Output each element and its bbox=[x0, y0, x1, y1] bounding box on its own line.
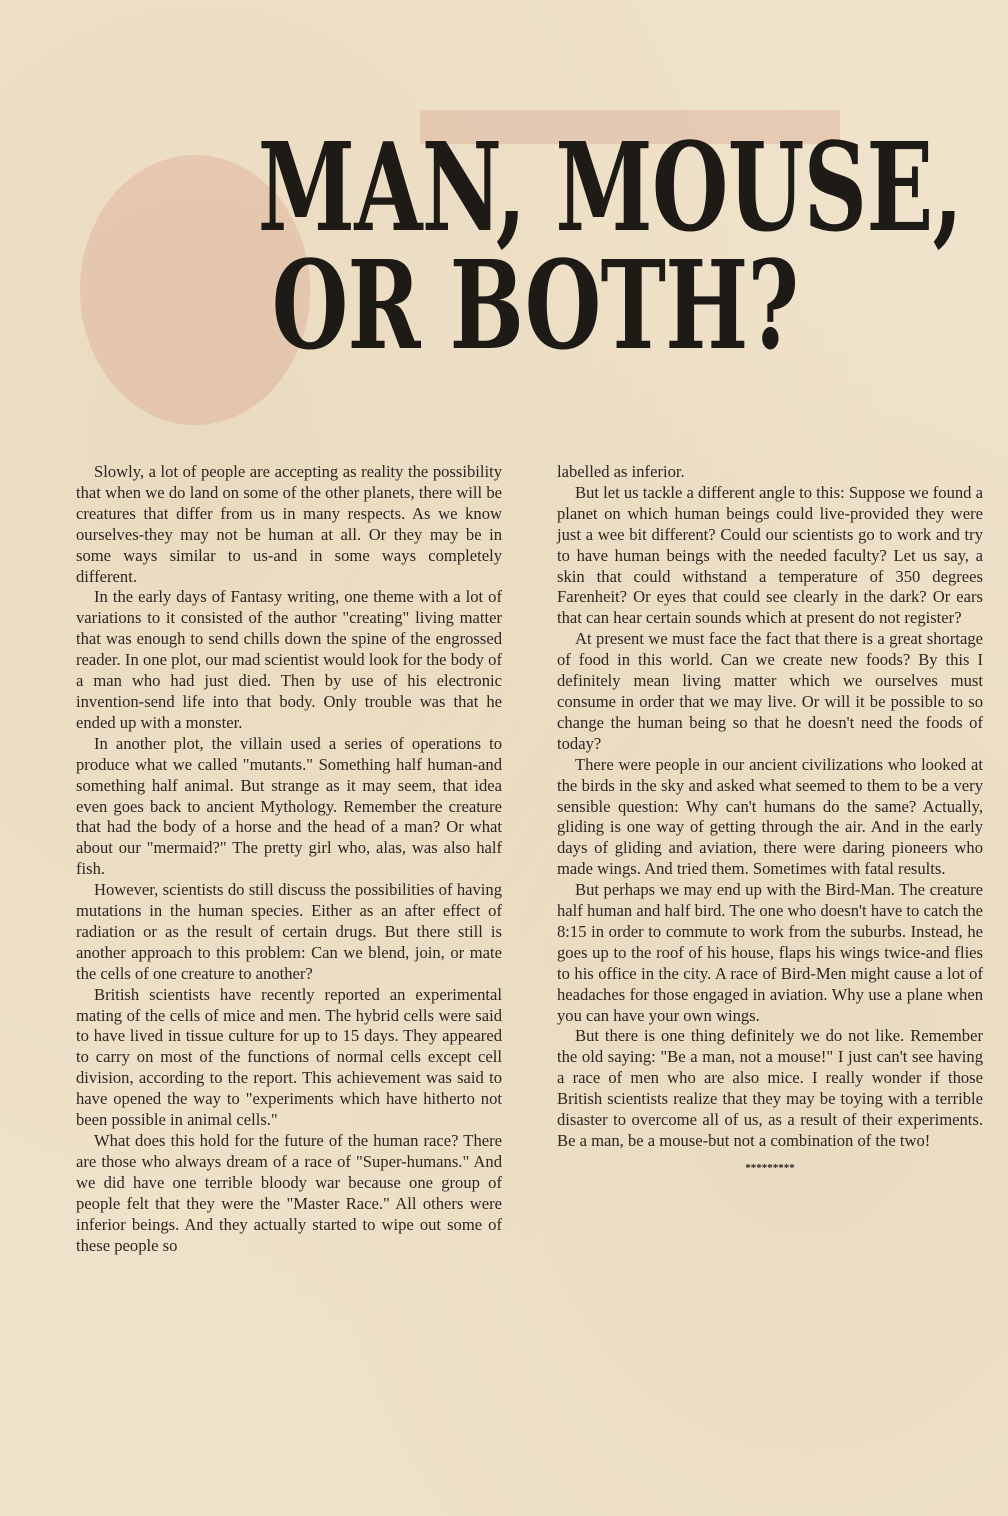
paragraph: What does this hold for the future of the human race? There are those who always dream of a race of "Super-humans." And we did have one terrible bloody war because one group of people felt that they were the "Master Race." All others were inferior beings. And they actually started to wipe out some of these people so bbox=[76, 1131, 502, 1255]
right-column bbox=[557, 462, 983, 1179]
end-mark: ********* bbox=[745, 1161, 795, 1174]
paragraph: British scientists have recently reported an experimental mating of the cells of mice and men. The hybrid cells were said to have lived in tissue culture for up to 15 days. They appeared to carry on most of the functions of normal cells except cell division, according to the report. This achievement was said to have opened the way to "experiments which have hitherto not been possible in animal cells." bbox=[76, 984, 502, 1130]
headline-line-1: MAN, MOUSE, bbox=[257, 115, 963, 259]
left-column bbox=[76, 462, 502, 1256]
paragraph: However, scientists do still discuss the possibilities of having mutations in the human species. Either as an after effect of radiation or as the result of certain drugs. But there still is another approach to this problem: Can we blend, join, or mate the cells of one creature to another? bbox=[76, 880, 502, 983]
paragraph: In the early days of Fantasy writing, one theme with a lot of variations to it consisted of the author "creating" living matter that was enough to send chills down the spine of the engrossed reader. In one plot, our mad scientist would look for the body of a man who had just died. Then by use of his electronic invention-send life into that body. Only trouble was that he ended up with a monster. bbox=[76, 587, 502, 732]
paragraph: At present we must face the fact that there is a great shortage of food in this world. Can we create new foods? By this I definitely mean living matter which we ourselves must consume in order that we may live. Or will it be possible to so change the human being so that he doesn't need the foods of today? bbox=[557, 629, 983, 753]
paragraph: There were people in our ancient civilizations who looked at the birds in the sky and asked what seemed to them to be a very sensible question: Why can't humans do the same? Actually, gliding is one way of getting through the air. And in the early days of gliding and aviation, there were daring pioneers who made wings. And tried them. Sometimes with fatal results. bbox=[557, 754, 983, 879]
paragraph: Slowly, a lot of people are accepting as reality the possibility that when we do land on some of the other planets, there will be creatures that differ from us in many respects. As we know ourselves-they may not be human at all. Or they may be in some ways similar to us-and in some ways completely different. bbox=[76, 462, 502, 586]
headline-line-2: OR BOTH? bbox=[271, 233, 799, 377]
continued-text: labelled as inferior. bbox=[557, 462, 685, 481]
paragraph: But perhaps we may end up with the Bird-Man. The creature half human and half bird. The one who doesn't have to catch the 8:15 in order to commute to work from the suburbs. Instead, he goes up to the roof of his house, flaps his wings twice-and flies to his office in the city. A race of Bird-Men might cause a lot of headaches for those engaged in aviation. Why use a plane when you can have your own wings. bbox=[557, 880, 983, 1025]
paragraph: But let us tackle a different angle to this: Suppose we found a planet on which human beings could live-provided they were just a wee bit different? Could our scientists go to work and try to have human beings with the needed faculty? Let us say, a skin that could withstand a temperature of 350 degrees Farenheit? Or eyes that could see clearly in the dark? Or ears that can hear certain sounds which at present do not register? bbox=[557, 482, 983, 628]
paragraph: In another plot, the villain used a series of operations to produce what we called "mutants." Something half human-and something half animal. But strange as it may seem, that idea even goes back to ancient Mythology. Remember the creature that had the body of a horse and the head of a man? Or what about our "mermaid?" The pretty girl who, alas, was also half fish. bbox=[76, 733, 502, 879]
article-headline bbox=[257, 115, 963, 377]
paragraph: But there is one thing definitely we do not like. Remember the old saying: "Be a man, not a mouse!" I just can't see having a race of men who are also mice. I really wonder if those British scientists realize that they may be toying with a terrible disaster to overcome all of us, as a result of their experiments. Be a man, be a mouse-but not a combination of the two! bbox=[557, 1026, 983, 1150]
